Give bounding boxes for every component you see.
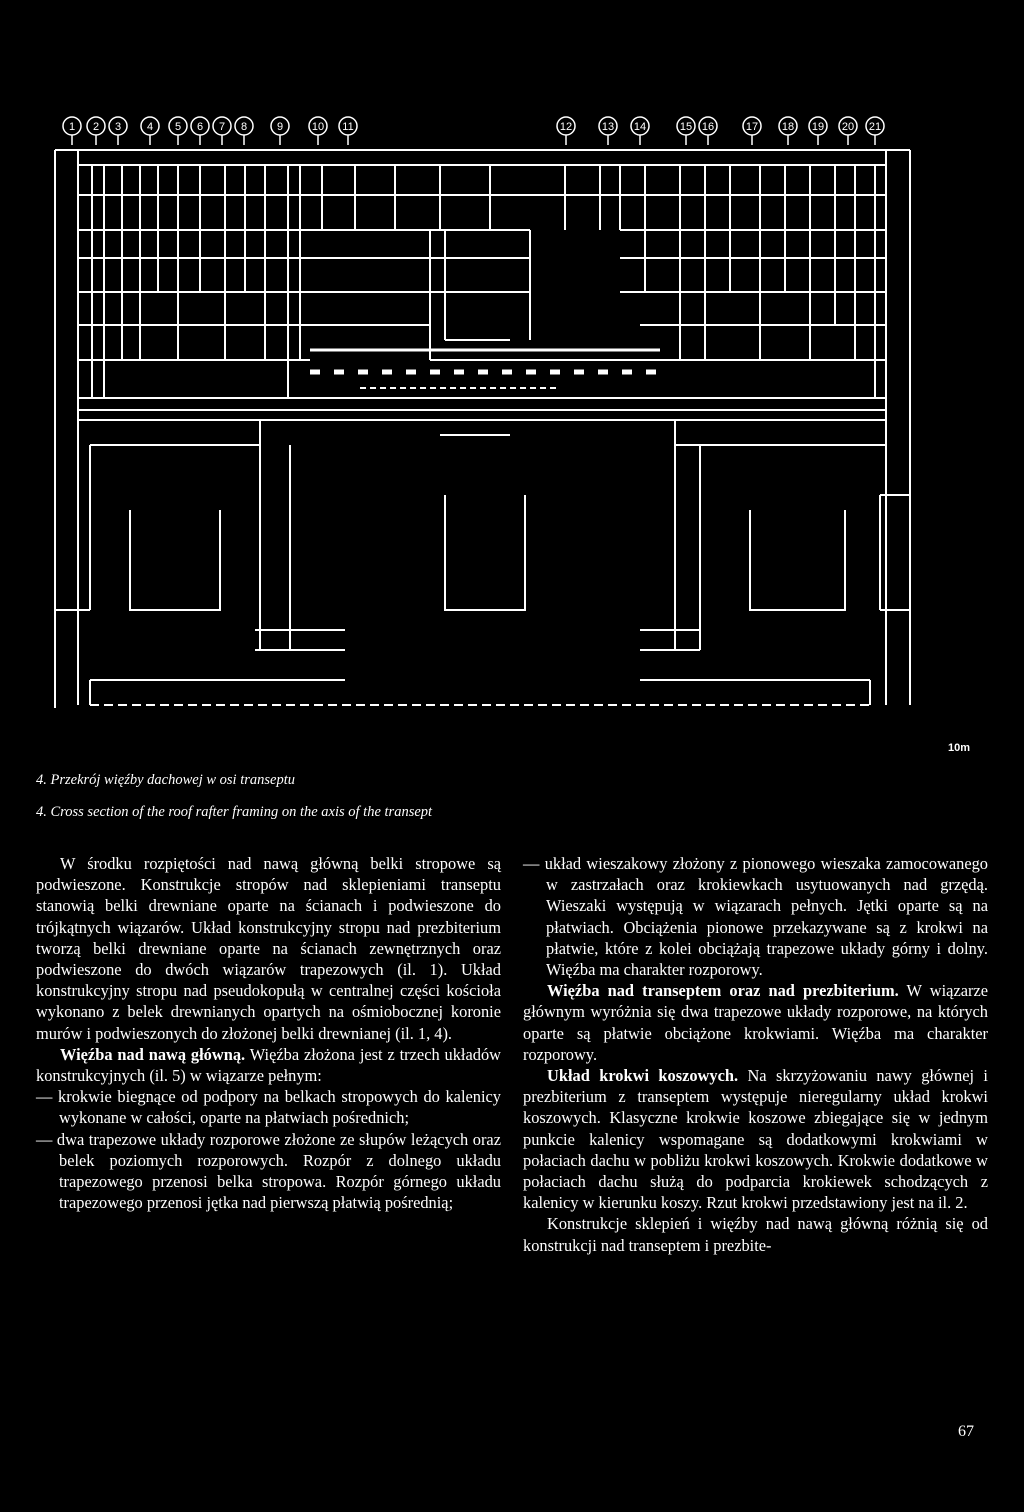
axis-label-20 xyxy=(839,117,857,145)
left-paragraph-1: W środku rozpiętości nad nawą główną belki stropowe są podwieszone. Konstrukcje stropów nad sklepieniami transeptu stanowią belki drewniane oparte na ścianach i podwieszone do trójkątnych wiązarów. Układ konstrukcyjny stropu nad prezbiterium tworzą belki drewniane oparte na ścianach zewnętrznych oraz podwieszone do dwóch wiązarów trapezowych (il. 1). Układ konstrukcyjny stropu nad pseudokopułą w centralnej części kościoła wykonano z belek drewnianych opartych na ośmiobocznej koronie murów i podwieszonych do złożonej belki drewnianej (il. 1, 4). xyxy=(36,854,501,1043)
svg-text:9: 9 xyxy=(276,121,284,133)
svg-text:12: 12 xyxy=(559,121,573,133)
axis-label-10 xyxy=(309,117,327,145)
svg-text:3: 3 xyxy=(114,121,122,133)
right-paragraph-3: Układ krokwi koszowych. Na skrzyżowaniu nawy głównej i prezbiterium z transeptem występuje nieregularny układ krokwi koszowych. Klasyczne krokwie koszowe zbiegające się w jednym punkcie kalenicy wspomagane są dodatkowymi krokwiami w połaciach dachu w pobliżu krokwi koszowych. Krokwie dodatkowe w połaciach dachu służą do podparcia krokiewek schodzących z kalenicy w kierunku koszy. Rzut krokwi przedstawiony jest na il. 2. xyxy=(523,1066,988,1213)
axis-label-6 xyxy=(191,117,209,145)
svg-text:20: 20 xyxy=(841,121,855,133)
axis-label-16 xyxy=(699,117,717,145)
left-paragraph-2: Więźba nad nawą główną. Więźba złożona jest z trzech układów konstrukcyjnych (il. 5) w wiązarze pełnym: xyxy=(36,1044,501,1086)
axis-label-2 xyxy=(87,117,105,145)
svg-text:2: 2 xyxy=(92,121,100,133)
axis-label-9 xyxy=(271,117,289,145)
right-paragraph-2: Więźba nad transeptem oraz nad prezbiterium. W wiązarze głównym wyróżnia się dwa trapezowe układy rozporowe, na których oparte są płatwie obciążone krokwiami. Więźba ma charakter rozporowy. xyxy=(523,981,989,1064)
svg-text:5: 5 xyxy=(174,121,182,133)
svg-text:7: 7 xyxy=(218,121,226,133)
svg-text:15: 15 xyxy=(679,121,693,133)
svg-text:4: 4 xyxy=(146,121,154,133)
svg-text:13: 13 xyxy=(601,121,615,133)
page-number: 67 xyxy=(958,1423,974,1440)
svg-text:8: 8 xyxy=(240,121,248,133)
text-column-left xyxy=(36,853,501,1213)
scale-label: 10m xyxy=(948,742,971,754)
svg-text:17: 17 xyxy=(745,121,759,133)
svg-text:14: 14 xyxy=(633,121,647,133)
axis-label-18 xyxy=(779,117,797,145)
axis-label-12 xyxy=(557,117,575,145)
axis-label-5 xyxy=(169,117,187,145)
left-paragraph-4: — dwa trapezowe układy rozporowe złożone ze słupów leżących oraz belek poziomych rozporowych. Rozpór z dolnego układu trapezowego przenosi belka stropowa. Rozpór górnego układu trapezowego przenosi jętka nad pierwszą płatwią pośrednią; xyxy=(36,1129,501,1213)
axis-label-19 xyxy=(809,117,827,145)
svg-text:16: 16 xyxy=(701,121,715,133)
axis-label-17 xyxy=(743,117,761,145)
axis-label-14 xyxy=(631,117,649,145)
svg-text:10: 10 xyxy=(311,121,325,133)
axis-label-21 xyxy=(866,117,884,145)
caption-polish: 4. Przekrój więźby dachowej w osi transeptu xyxy=(36,772,295,788)
svg-text:1: 1 xyxy=(68,121,76,133)
axis-label-11 xyxy=(339,117,357,145)
svg-text:21: 21 xyxy=(868,121,882,133)
axis-label-4 xyxy=(141,117,159,145)
axis-label-8 xyxy=(235,117,253,145)
caption-english: 4. Cross section of the roof rafter framing on the axis of the transept xyxy=(36,804,433,820)
text-column-right xyxy=(523,853,988,1256)
svg-text:19: 19 xyxy=(811,121,825,133)
axis-label-3 xyxy=(109,117,127,145)
right-paragraph-4: Konstrukcje sklepień i więźby nad nawą główną różnią się od konstrukcji nad transeptem i prezbite- xyxy=(523,1214,988,1255)
axis-label-15 xyxy=(677,117,695,145)
left-paragraph-3: — krokwie biegnące od podpory na belkach stropowych do kalenicy wykonane w całości, oparte na płatwiach pośrednich; xyxy=(36,1087,501,1128)
axis-label-7 xyxy=(213,117,231,145)
axis-label-1 xyxy=(63,117,81,145)
svg-text:6: 6 xyxy=(196,121,204,133)
svg-text:18: 18 xyxy=(781,121,795,133)
axis-label-13 xyxy=(599,117,617,145)
svg-text:11: 11 xyxy=(342,121,354,133)
right-paragraph-1: — układ wieszakowy złożony z pionowego wieszaka zamocowanego w zastrzałach oraz krokiewkach usytuowanych nad grzędą. Wieszaki występują w wiązarach pełnych. Jętki oparte są na płatwiach. Obciążenia pionowe przekazywane są z krokwi na płatwie, które z kolei obciążają trapezowe układy górny i dolny. Więźba ma charakter rozporowy. xyxy=(523,854,988,980)
